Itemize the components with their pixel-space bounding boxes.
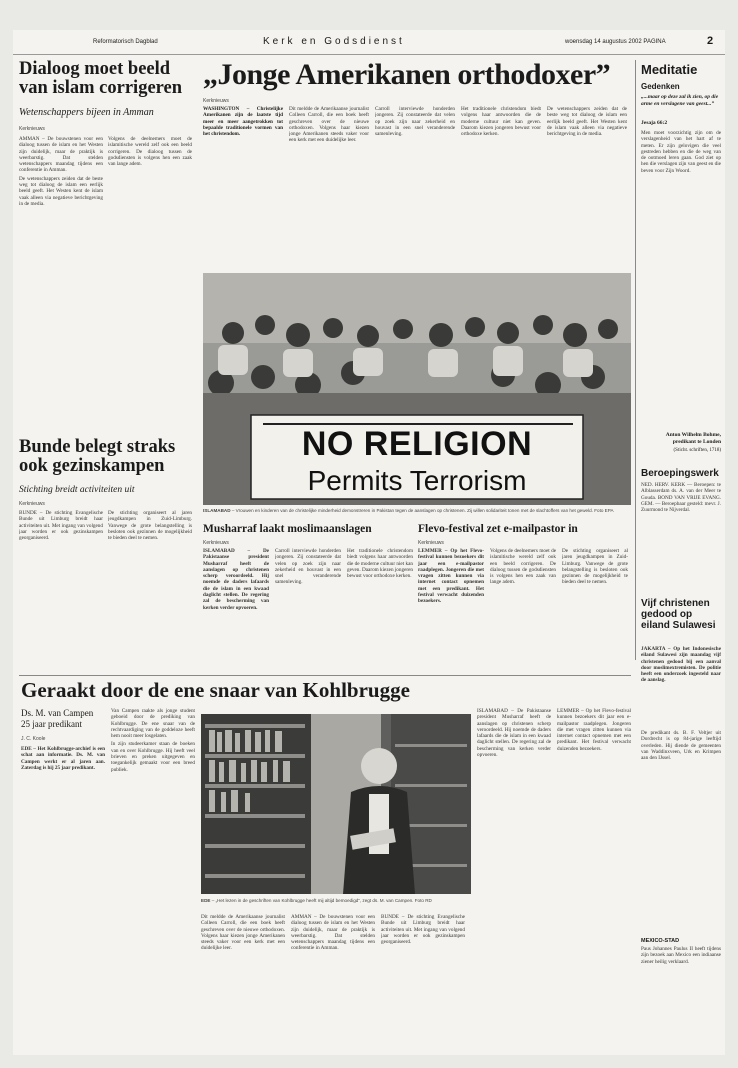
article7-byline: J. C. Koole [21,736,46,742]
article7-title: Geraakt door de ene snaar van Kohlbrugge [21,678,410,702]
article6-title: Vijf christenen gedood op eiland Sulawesi [641,598,716,631]
article1-source: Kerknieuws [19,126,45,132]
article5-col1: LEMMER – Op het Flevo-festival kunnen bezoekers dit jaar een e-mailpastor raadplegen. Jongeren die met vragen zitten kunnen via internet contact opnemen met een predikant. Het festival verwacht duizenden bezoekers. [418,548,484,605]
meditatie-note: (Sticht. schriften, 1718) [673,448,721,453]
article3-col2: De stichting organiseert al jaren jeugdkampen in Zuid-Limburg. Vanwege de grote belangstelling is besloten ook gezinnen de mogelijkheid te bieden deel te nemen. [108,510,192,542]
sidebar-bottom-heading: MEXICO-STAD [641,938,680,944]
demonstration-photo [203,273,631,505]
article7-col1: EDE – Het Kohlbrugge-archief is een schat aan informatie. Ds. M. van Campen werkt er al jaren aan. Zaterdag is hij 25 jaar predikant. [21,746,105,771]
meditatie-body: Men moet voorzichtig zijn om de verslagenheid van het hart af te meten. Er zijn gelovigen die veel gestreden hebben en die de weg van de ootmoed leren gaan. God ziet op hen die verslagen zijn van geest en die beven voor Zijn Woord. [641,130,721,174]
paper-name: Reformatorisch Dagblad [93,39,158,45]
article7-col5: BUNDE – De stichting Evangelische Bunde uit Limburg breidt haar activiteiten uit. Met ingang van volgend jaar worden er ook gezinskampen georganiseerd. [381,914,465,946]
article2-col3: Carroll interviewde honderden jongeren. Zij constateerde dat velen op zoek zijn naar zekerheid en houvast in een snel veranderende samenleving. [375,106,455,138]
page-date: woensdag 14 augustus 2002 PAGINA [565,39,666,45]
article7-col6: ISLAMABAD – De Pakistaanse president Musharraf heeft de aanslagen op christenen scherp veroordeeld. Hij noemde de daders lafaards die de islam in een kwaad daglicht stellen. De regering zal de bescherming van kerken verder opvoeren. [477,708,551,759]
library-photo [201,714,471,894]
article3-title: Bunde belegt straks ook gezinskampen [19,437,176,476]
meditatie-author: Anton Wilhelm Bohme, [665,432,721,438]
article4-title: Musharraf laakt moslimaanslagen [203,523,372,535]
article2-title: „Jonge Amerikanen orthodoxer” [203,58,611,91]
sign-line1: NO RELIGION [301,425,533,463]
page-header [13,30,725,55]
meditatie-author-role: predikant te Londen [672,439,721,445]
article3-source: Kerknieuws [19,501,45,507]
sign-line2: Permits Terrorism [307,465,527,496]
beroepingswerk-body: NED. HERV. KERK — Beroepen: te Alblasserdam ds. A. van der Meer te Gouda. BOND VAN VRIJE EVANG. GEM. — Beroepbaar gesteld: mevr. J. Zuurmond te Nijverdal. [641,482,721,514]
sidebar-bottom-body2: Paus Johannes Paulus II heeft tijdens zijn bezoek aan Mexico een indiaanse ziener heilig verklaard. [641,946,721,965]
article4-col2: Carroll interviewde honderden jongeren. Zij constateerde dat velen op zoek zijn naar zekerheid en houvast in een snel veranderende samenleving. [275,548,341,586]
page-number: 2 [707,35,714,47]
article4-source: Kerknieuws [203,540,229,546]
article1-body-col1: AMMAN – De bouwstenen voor een dialoog tussen de islam en het Westen zijn duidelijk, maar de praktijk is weerbarstig. Dat stelden wetenschappers maandag tijdens een conferentie in Amman. De wetenschappers zeiden dat de beste weg tot dialoog de islam een eerlijk beeld geeft. Het Westen kent de islam vaak alleen via negatieve berichtgeving in de media. [19,136,103,207]
meditatie-title: Meditatie [641,62,698,77]
beroepingswerk-title: Beroepingswerk [641,468,719,479]
article2-lead: WASHINGTON – Christelijke Amerikanen zijn de laatste tijd meer en meer aangetrokken tot bepaalde traditionele vormen van het christendom. [203,106,283,138]
newspaper-page [13,30,725,1055]
article4-col1: ISLAMABAD – De Pakistaanse president Musharraf heeft de aanslagen op christenen scherp veroordeeld. Hij noemde de daders lafaards die de islam in een kwaad daglicht stellen. De regering zal de bescherming van kerken verder opvoeren. [203,548,269,611]
meditatie-subtitle: Gedenken [641,82,680,91]
article6-body: JAKARTA – Op het Indonesische eiland Sulawesi zijn maandag vijf christenen gedood bij een aanval door moslimextremisten. De politie heeft een onderzoek ingesteld naar de aanslag. [641,646,721,684]
article7-col4: AMMAN – De bouwstenen voor een dialoog tussen de islam en het Westen zijn duidelijk, maar de praktijk is weerbarstig. Dat stelden wetenschappers maandag tijdens een conferentie in Amman. [291,914,375,952]
article3-subtitle: Stichting breidt activiteiten uit [19,485,135,495]
article1-subtitle: Wetenschappers bijeen in Amman [19,107,154,118]
photo1-caption: ISLAMABAD – Vrouwen en kinderen van de christelijke minderheid demonstreren in Pakistan tegen de aanslagen op christenen. Zij willen solidariteit tonen met de slachtoffers van het geweld. Foto EPA [203,508,614,513]
article7-col3: Dit meldde de Amerikaanse journalist Colleen Carroll, die een boek heeft geschreven over de nieuwe orthodoxen. Volgens haar kiezen jonge Amerikanen steeds vaker voor een kerk met een duidelijke leer. [201,914,285,952]
article7-subtitle-line1: Ds. M. van Campen [21,708,94,718]
article7-col2: Van Campen raakte als jonge student geboeid door de prediking van Kohlbrugge. De ene snaar van de rechtvaardiging van de goddeloze heeft hem nooit meer losgelaten. In zijn studeerkamer staan de boeken van en over Kohlbrugge. Hij heeft veel brieven en preken uitgegeven en toegankelijk gemaakt voor een breed publiek. [111,708,195,773]
article2-col2: Dit meldde de Amerikaanse journalist Colleen Carroll, die een boek heeft geschreven over de nieuwe orthodoxen. Volgens haar kiezen jonge Amerikanen steeds vaker voor een kerk met een duidelijke leer. [289,106,369,144]
section-title: Kerk en Godsdienst [263,36,405,47]
article4-col3: Het traditionele christendom biedt volgens haar antwoorden die de moderne cultuur niet kan geven. Daarom kiezen jongeren bewust voor orthodoxe kerken. [347,548,413,580]
article5-title: Flevo-festival zet e-mailpastor in [418,523,578,535]
photo2-caption: EDE – „Het lezen in de geschriften van Kohlbrugge heeft mij altijd bemoedigd”, zegt ds. M. van Campen. Foto RD [201,898,432,903]
article5-col2: Volgens de deelnemers moet de islamitische wereld zelf ook een beeld corrigeren. De dialoog tussen de godsdiensten is volgens hen een zaak van lange adem. [490,548,556,586]
article2-col4: Het traditionele christendom biedt volgens haar antwoorden die de moderne cultuur niet kan geven. Daarom kiezen jongeren bewust voor orthodoxe kerken. [461,106,541,138]
article2-source: Kerknieuws [203,98,229,104]
library-illustration [201,714,471,894]
article3-col1: BUNDE – De stichting Evangelische Bunde uit Limburg breidt haar activiteiten uit. Met ingang van volgend jaar worden er ook gezinskampen georganiseerd. [19,510,103,542]
article7-subtitle-line2: 25 jaar predikant [21,719,82,729]
article1-body-col2: Volgens de deelnemers moet de islamitische wereld zelf ook een beeld corrigeren. De dialoog tussen de godsdiensten is volgens hen een zaak van lange adem. [108,136,192,168]
sidebar-bottom-body: De predikant ds. B. F. Veltjer uit Dordrecht is op 84-jarige leeftijd overleden. Hij diende de gemeenten van Waddinxveen, Urk en Krimpen aan den IJssel. [641,730,721,762]
article1-title: Dialoog moet beeld van islam corrigeren [19,59,183,98]
sidebar-divider [635,60,636,660]
article5-source: Kerknieuws [418,540,444,546]
article2-col5: De wetenschappers zeiden dat de beste weg tot dialoog de islam een eerlijk beeld geeft. Het Westen kent de islam vaak alleen via negatieve berichtgeving in de media. [547,106,627,138]
article7-col7: LEMMER – Op het Flevo-festival kunnen bezoekers dit jaar een e-mailpastor raadplegen. Jongeren die met vragen zitten kunnen via internet contact opnemen met een predikant. Het festival verwacht duizenden bezoekers. [557,708,631,752]
article5-col3: De stichting organiseert al jaren jeugdkampen in Zuid-Limburg. Vanwege de grote belangstelling is besloten ook gezinnen de mogelijkheid te bieden deel te nemen. [562,548,628,586]
meditatie-quote: „...maar op deze zal ik zien, op die arme en verslagene van geest...” [641,94,719,107]
section-divider [19,675,631,676]
meditatie-reference: Jesaja 66:2 [641,120,668,126]
